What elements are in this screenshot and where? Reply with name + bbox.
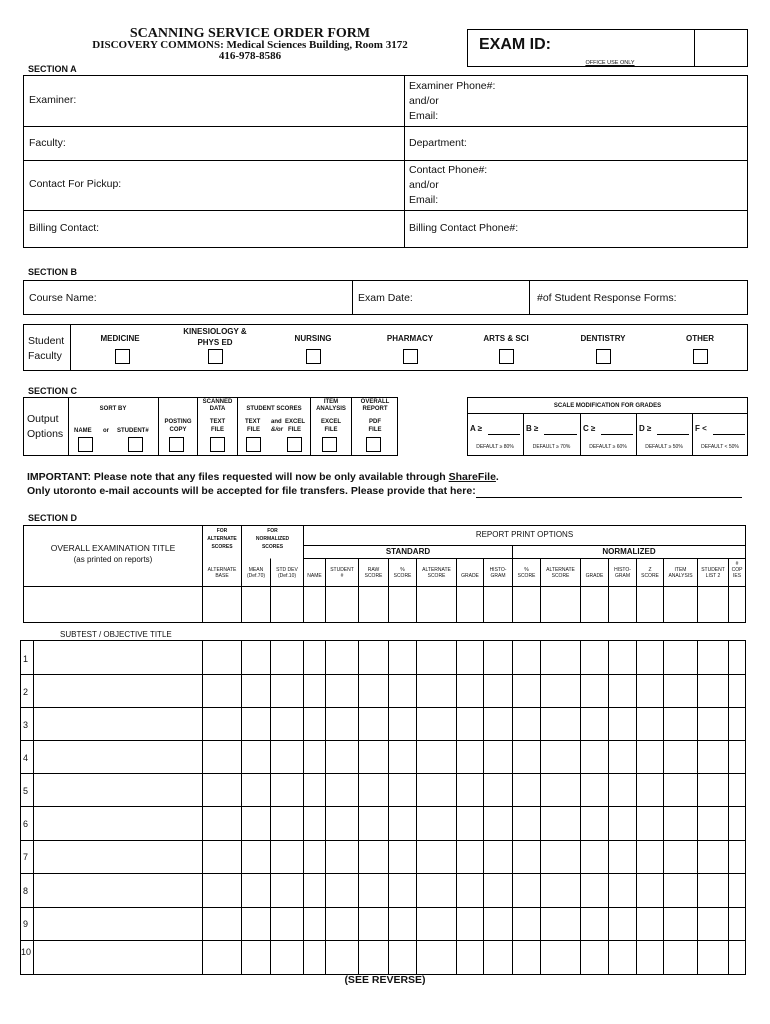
exam-id-label: EXAM ID: xyxy=(479,36,551,53)
andor-label: and/or xyxy=(409,95,439,107)
scanned-label-3: TEXT xyxy=(209,419,226,425)
overall-exam-title-label: OVERALL EXAMINATION TITLE xyxy=(50,543,176,553)
scanned-label-4: FILE xyxy=(211,427,224,433)
sort-student-label: STUDENT# xyxy=(117,428,149,434)
contact-pickup-field[interactable]: Contact For Pickup: xyxy=(29,178,122,190)
item-label-4: FILE xyxy=(324,427,338,433)
col-student-num: STUDENT # xyxy=(330,567,354,579)
for-alt-1: FOR xyxy=(216,528,228,534)
row-number: 10 xyxy=(21,947,32,957)
overall-exam-title-sublabel: (as printed on reports) xyxy=(73,555,153,564)
row-number: 7 xyxy=(23,852,29,862)
grade-f-label: F < xyxy=(695,424,707,433)
overall-label-2: REPORT xyxy=(362,406,388,412)
faculty-nursing-label: NURSING xyxy=(294,334,332,343)
col-norm-grade: GRADE xyxy=(585,573,604,579)
location-line: DISCOVERY COMMONS: Medical Sciences Building, Room 3172 xyxy=(92,39,408,51)
section-c-heading: SECTION C xyxy=(28,386,78,396)
col-student-list-2: STUDENT LIST 2 xyxy=(701,567,725,579)
row-number: 1 xyxy=(23,654,29,664)
row-number: 3 xyxy=(23,720,29,730)
sort-name-label: NAME xyxy=(74,428,92,434)
col-norm-alternate-score: ALTERNATE SCORE xyxy=(546,567,575,579)
student-faculty-label-1: Student xyxy=(28,335,65,347)
sort-or-label: or xyxy=(103,428,109,434)
scores-file-label-2: FILE xyxy=(288,427,301,433)
item-label-2: ANALYSIS xyxy=(316,406,346,412)
col-raw-score: RAW SCORE xyxy=(364,567,383,579)
col-std-dev: STD DEV (Def.10) xyxy=(276,567,298,579)
subtest-title-input[interactable] xyxy=(35,909,201,939)
scanned-label-1: SCANNED xyxy=(202,399,233,405)
col-name: NAME xyxy=(307,573,322,579)
grade-d-label: D ≥ xyxy=(639,424,652,433)
exam-date-field[interactable]: Exam Date: xyxy=(358,292,413,304)
output-label-1: Output xyxy=(27,413,59,425)
posting-label-1: POSTING xyxy=(164,419,192,425)
utoronto-note: Only utoronto e-mail accounts will be accepted for file transfers. Please provide that here: xyxy=(27,485,476,497)
item-label-1: ITEM xyxy=(323,399,339,405)
col-pct-score: % SCORE xyxy=(393,567,412,579)
subtest-title-input[interactable] xyxy=(35,742,201,772)
examiner-field[interactable]: Examiner: xyxy=(29,94,77,106)
office-use-label: OFFICE USE ONLY xyxy=(585,60,635,66)
grade-c-default: DEFAULT ≥ 60% xyxy=(589,444,627,450)
faculty-physed-label: PHYS ED xyxy=(197,338,233,347)
report-print-options-label: REPORT PRINT OPTIONS xyxy=(475,530,574,539)
course-name-field[interactable]: Course Name: xyxy=(29,292,97,304)
scores-excel-label: EXCEL xyxy=(285,419,306,425)
grade-a-label: A ≥ xyxy=(470,424,483,433)
overall-label-3: PDF xyxy=(369,419,381,425)
grade-d-default: DEFAULT ≥ 50% xyxy=(645,444,683,450)
output-label-2: Options xyxy=(27,428,64,440)
num-forms-field[interactable]: #of Student Response Forms: xyxy=(537,292,677,304)
scores-andor-label: &/or xyxy=(271,427,283,433)
row-number: 2 xyxy=(23,687,29,697)
grade-f-default: DEFAULT < 50% xyxy=(701,444,739,450)
faculty-medicine-label: MEDICINE xyxy=(100,334,140,343)
student-faculty-label-2: Faculty xyxy=(28,350,62,362)
col-item-analysis: ITEM ANALYSIS xyxy=(668,567,693,579)
col-num-copies: # COP IES xyxy=(731,561,743,579)
section-b-heading: SECTION B xyxy=(28,267,78,277)
standard-label: STANDARD xyxy=(385,547,431,556)
sort-by-label: SORT BY xyxy=(99,406,127,412)
posting-label-2: COPY xyxy=(169,427,187,433)
faculty-field[interactable]: Faculty: xyxy=(29,137,66,149)
faculty-kinesiology-label: KINESIOLOGY & xyxy=(183,327,247,336)
grade-b-label: B ≥ xyxy=(526,424,539,433)
row-number: 5 xyxy=(23,786,29,796)
subtest-title-input[interactable] xyxy=(35,942,201,973)
for-alt-3: SCORES xyxy=(211,544,233,550)
overall-exam-title-input[interactable] xyxy=(26,590,200,620)
examiner-phone-field[interactable]: Examiner Phone#: xyxy=(409,80,496,92)
for-norm-2: NORMALIZED xyxy=(255,536,290,542)
col-alternate-base: ALTERNATE BASE xyxy=(207,567,237,579)
scale-title: SCALE MODIFICATION FOR GRADES xyxy=(553,403,662,409)
row-number: 4 xyxy=(23,753,29,763)
subtest-title-input[interactable] xyxy=(35,676,201,706)
scanned-label-2: DATA xyxy=(209,406,226,412)
grade-b-default: DEFAULT ≥ 70% xyxy=(532,444,571,450)
contact-phone-field[interactable]: Contact Phone#: xyxy=(409,164,488,176)
for-alt-2: ALTERNATE xyxy=(207,536,237,542)
subtest-title-input[interactable] xyxy=(35,775,201,805)
for-norm-1: FOR xyxy=(267,528,278,534)
billing-contact-field[interactable]: Billing Contact: xyxy=(29,222,100,234)
contact-email-field[interactable]: Email: xyxy=(409,194,439,206)
subtest-title-input[interactable] xyxy=(35,875,201,906)
faculty-dentistry-label: DENTISTRY xyxy=(580,334,626,343)
row-number: 6 xyxy=(23,819,29,829)
col-grade: GRADE xyxy=(461,573,479,579)
form-title: SCANNING SERVICE ORDER FORM xyxy=(129,26,371,41)
grade-a-default: DEFAULT ≥ 80% xyxy=(476,444,514,450)
department-field[interactable]: Department: xyxy=(409,137,467,149)
col-norm-histogram: HISTO- GRAM xyxy=(614,567,631,579)
section-a-heading: SECTION A xyxy=(28,64,77,74)
col-norm-pct-score: % SCORE xyxy=(517,567,536,579)
row-number: 9 xyxy=(23,919,29,929)
andor-label-2: and/or xyxy=(409,179,439,191)
normalized-label: NORMALIZED xyxy=(602,547,656,556)
scores-and-label: and xyxy=(271,419,282,425)
subtest-title-label: SUBTEST / OBJECTIVE TITLE xyxy=(60,630,172,639)
see-reverse-label: (SEE REVERSE) xyxy=(344,974,426,986)
faculty-other-label: OTHER xyxy=(686,334,714,343)
section-d-heading: SECTION D xyxy=(28,513,78,523)
subtest-title-input[interactable] xyxy=(35,808,201,839)
grade-c-label: C ≥ xyxy=(583,424,596,433)
scores-label: STUDENT SCORES xyxy=(246,406,302,412)
faculty-pharmacy-label: PHARMACY xyxy=(386,334,434,343)
important-note: IMPORTANT: Please note that any files requested will now be only available through ShareFile. xyxy=(27,471,499,483)
item-label-3: EXCEL xyxy=(320,419,341,425)
col-z-score: Z SCORE xyxy=(641,567,659,579)
subtest-title-input[interactable] xyxy=(35,709,201,739)
scores-text-label: TEXT xyxy=(245,419,261,425)
billing-phone-field[interactable]: Billing Contact Phone#: xyxy=(409,222,519,234)
for-norm-3: SCORES xyxy=(261,544,284,550)
phone-line: 416-978-8586 xyxy=(218,50,282,62)
faculty-artssci-label: ARTS & SCI xyxy=(483,334,529,343)
subtest-title-input[interactable] xyxy=(35,642,201,673)
overall-label-4: FILE xyxy=(368,427,382,433)
examiner-email-field[interactable]: Email: xyxy=(409,110,439,122)
col-alternate-score: ALTERNATE SCORE xyxy=(422,567,451,579)
col-mean: MEAN (Def.70) xyxy=(246,567,266,579)
sharefile-link[interactable]: ShareFile xyxy=(448,471,496,483)
subtest-title-input[interactable] xyxy=(35,842,201,872)
overall-label-1: OVERALL xyxy=(360,399,390,405)
col-histogram: HISTO- GRAM xyxy=(489,567,507,579)
row-number: 8 xyxy=(23,886,29,896)
scores-file-label: FILE xyxy=(247,427,260,433)
